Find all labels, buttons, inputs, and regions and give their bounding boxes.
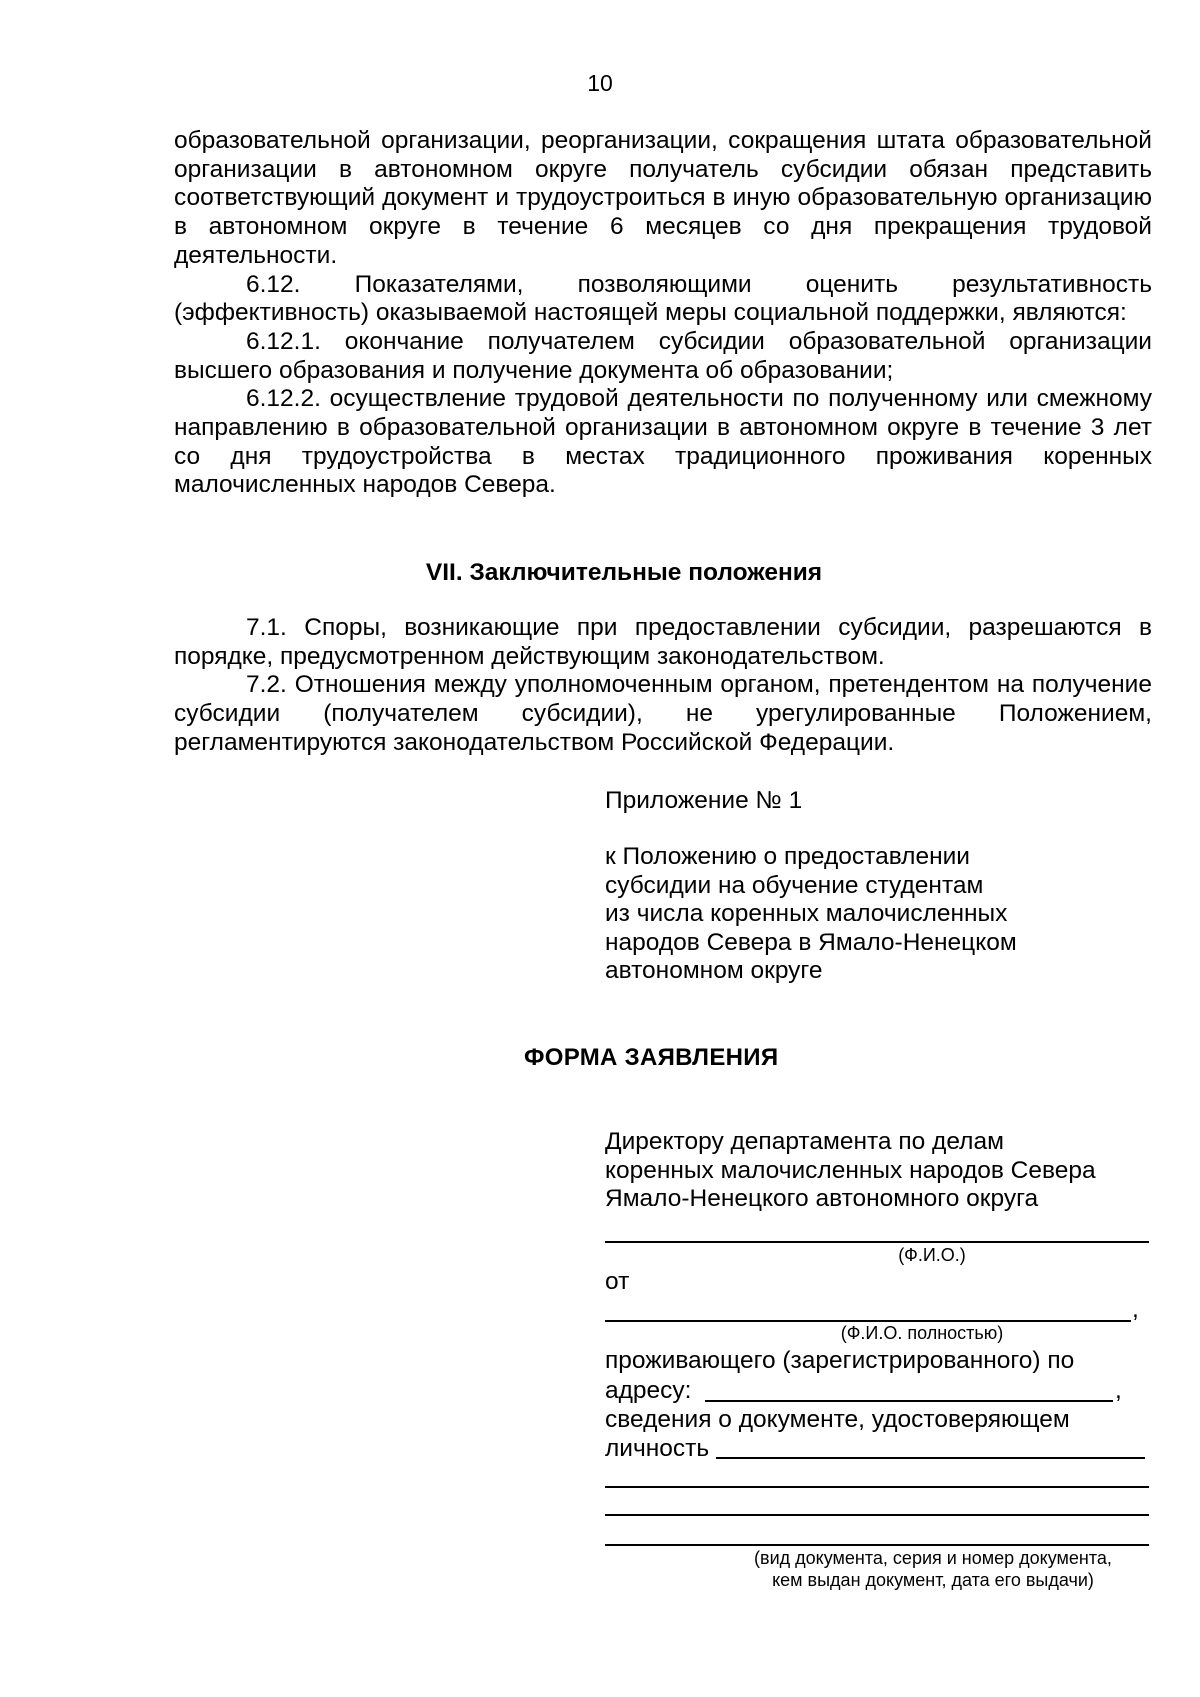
addressee-line: Ямало-Ненецкого автономного округа bbox=[605, 1185, 1039, 1212]
residence-label: проживающего (зарегистрированного) по bbox=[605, 1347, 1075, 1374]
fio-full-caption: (Ф.И.О. полностью) bbox=[840, 1323, 1004, 1343]
paragraph-6-12-2: 6.12.2. осуществление трудовой деятельности по полученному или смежному направлению в образовательной организации в автономном округе в течение 3 лет со дня трудоустройства в местах традиционного проживания коренных малочисленных народов Севера. bbox=[174, 385, 1152, 499]
address-comma: , bbox=[1115, 1377, 1122, 1404]
page-number: 10 bbox=[587, 70, 613, 96]
document-line-3[interactable] bbox=[605, 1544, 1149, 1546]
appendix-line: народов Севера в Ямало-Ненецком bbox=[605, 928, 1017, 956]
document-caption-2: кем выдан документ, дата его выдачи) bbox=[772, 1570, 1094, 1590]
addressee-block bbox=[605, 1128, 1096, 1214]
appendix-title: Приложение № 1 bbox=[605, 787, 803, 814]
addressee-line: коренных малочисленных народов Севера bbox=[605, 1156, 1096, 1184]
appendix-line: автономном округе bbox=[605, 957, 823, 984]
section-7-text bbox=[174, 614, 1152, 758]
continuation-paragraph bbox=[174, 127, 1152, 500]
form-title: ФОРМА ЗАЯВЛЕНИЯ bbox=[524, 1044, 779, 1071]
paragraph-7-2: 7.2. Отношения между уполномоченным органом, претендентом на получение субсидии (получателем субсидии), не урегулированные Положением, регламентируются законодательством Российской Федерации. bbox=[174, 671, 1152, 756]
address-label: адресу: bbox=[605, 1377, 692, 1404]
document-caption-1: (вид документа, серия и номер документа, bbox=[754, 1548, 1112, 1568]
address-line[interactable] bbox=[705, 1400, 1113, 1402]
document-line-2[interactable] bbox=[605, 1514, 1149, 1516]
paragraph-6-11-tail: образовательной организации, реорганизации, сокращения штата образовательной организации в автономном округе получатель субсидии обязан представить соответствующий документ и трудоустроиться в иную образовательную организацию в автономном округе в течение 6 месяцев со дня прекращения трудовой деятельности. bbox=[174, 127, 1152, 269]
appendix-line: к Положению о предоставлении bbox=[605, 843, 970, 870]
section-heading: VII. Заключительные положения bbox=[425, 559, 823, 586]
document-line-1[interactable] bbox=[605, 1486, 1149, 1488]
identity-line[interactable] bbox=[716, 1457, 1145, 1459]
fio-director-line[interactable] bbox=[605, 1241, 1149, 1243]
fio-applicant-line[interactable] bbox=[605, 1320, 1131, 1322]
fio-caption: (Ф.И.О.) bbox=[898, 1245, 966, 1265]
identity-label: личность bbox=[605, 1435, 710, 1462]
appendix-line: субсидии на обучение студентам bbox=[605, 871, 984, 899]
addressee-line: Директору департамента по делам bbox=[605, 1128, 1004, 1155]
from-label: от bbox=[605, 1268, 630, 1295]
paragraph-6-12-1: 6.12.1. окончание получателем субсидии образовательной организации высшего образования и получение документа об образовании; bbox=[174, 327, 1152, 384]
document-label: сведения о документе, удостоверяющем bbox=[605, 1406, 1070, 1433]
paragraph-6-12: 6.12. Показателями, позволяющими оценить результативность (эффективность) оказываемой настоящей меры социальной поддержки, являются: bbox=[174, 270, 1152, 327]
appendix-reference bbox=[605, 843, 1017, 986]
paragraph-7-1: 7.1. Споры, возникающие при предоставлении субсидии, разрешаются в порядке, предусмотренном действующим законодательством. bbox=[174, 614, 1152, 670]
appendix-line: из числа коренных малочисленных bbox=[605, 900, 1008, 927]
fio-comma: , bbox=[1132, 1296, 1139, 1323]
